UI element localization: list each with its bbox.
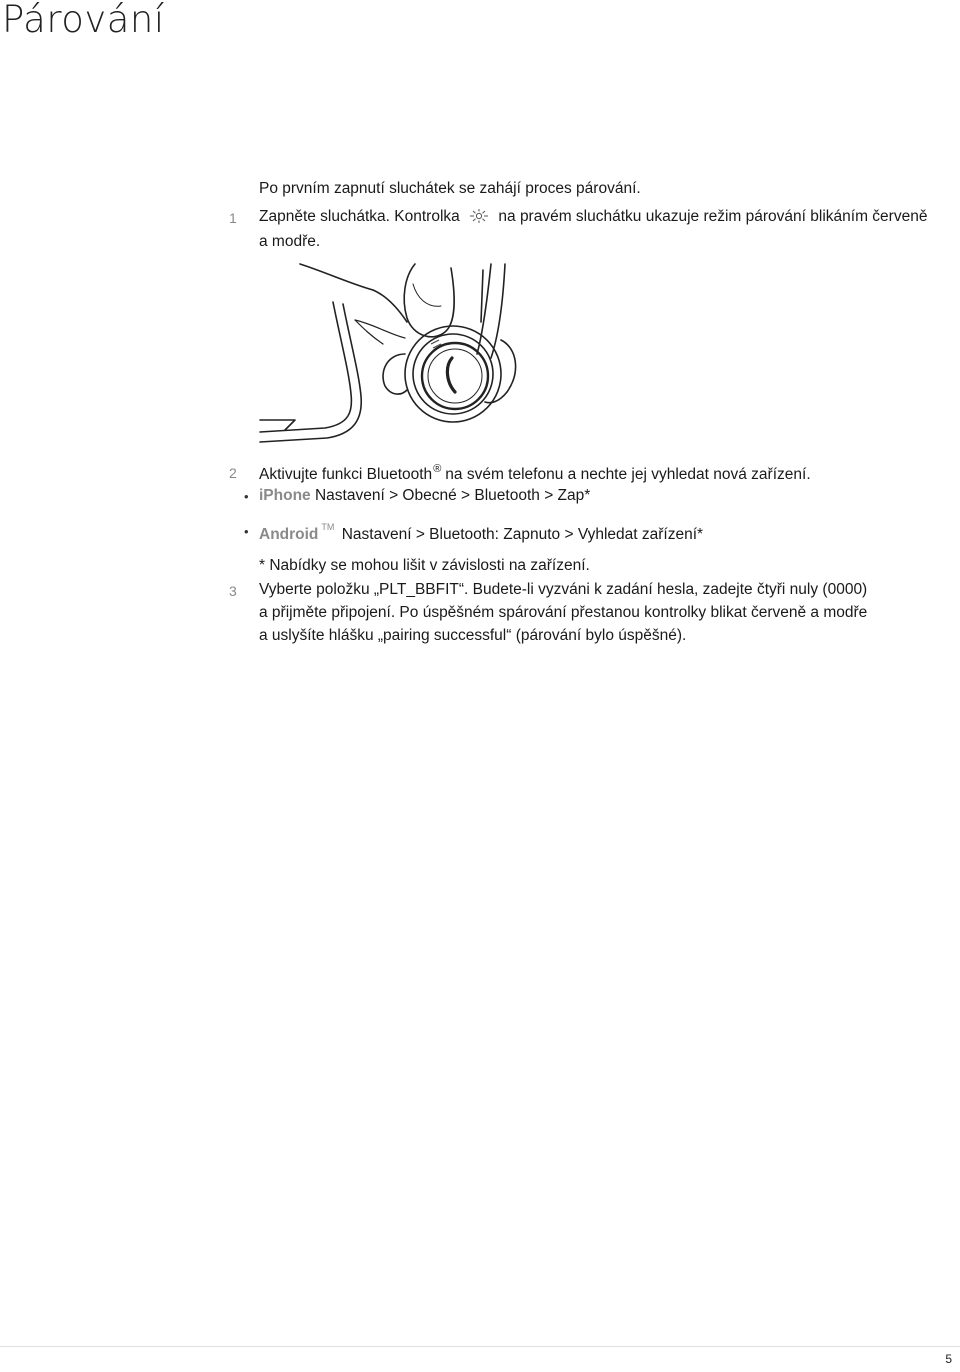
step-1-text-a: Zapněte sluchátka. Kontrolka — [259, 208, 460, 225]
bullet-android-text — [259, 522, 703, 544]
bullet-iphone-text — [259, 487, 590, 505]
intro-text: Po prvním zapnutí sluchátek se zahájí proces párování. — [259, 180, 641, 197]
step-2-text-a: Aktivujte funkci Bluetooth — [259, 466, 433, 483]
step-2-line-1 — [259, 463, 811, 484]
footer-divider — [0, 1346, 960, 1347]
step-3-number: 3 — [229, 583, 237, 599]
step-3-line-2: a přijměte připojení. Po úspěšném spárování přestanou kontrolky blikat červeně a modře — [259, 604, 868, 621]
step-1-line-1 — [259, 208, 927, 226]
iphone-brand: iPhone — [259, 487, 311, 504]
registered-mark: ® — [433, 463, 442, 475]
step-1-text-b: na pravém sluchátku ukazuje režim párování blikáním červeně — [498, 208, 928, 225]
step-3-line-3: a uslyšíte hlášku „pairing successful“ (párování bylo úspěšné). — [259, 627, 687, 644]
blinking-led-icon — [468, 208, 490, 224]
step-2-note: * Nabídky se mohou lišit v závislosti na zařízení. — [259, 557, 590, 574]
step-2-text-b: na svém telefonu a nechte jej vyhledat nová zařízení. — [445, 466, 811, 483]
step-2-number: 2 — [229, 465, 237, 481]
page-title: Párování — [2, 0, 165, 41]
page-number: 5 — [945, 1352, 952, 1366]
headset-pairing-illustration — [255, 262, 525, 452]
bullet-iphone: • — [244, 489, 249, 504]
iphone-menu-path: Nastavení > Obecné > Bluetooth > Zap* — [314, 487, 591, 504]
android-brand: Android — [259, 526, 319, 543]
step-1-number: 1 — [229, 210, 237, 226]
bullet-android: • — [244, 524, 249, 539]
android-menu-path: Nastavení > Bluetooth: Zapnuto > Vyhledat zařízení* — [341, 526, 704, 543]
trademark-mark: TM — [321, 522, 335, 532]
step-3-line-1: Vyberte položku „PLT_BBFIT“. Budete-li vyzváni k zadání hesla, zadejte čtyři nuly (0000) — [259, 581, 868, 598]
step-1-line-2: a modře. — [259, 233, 321, 250]
